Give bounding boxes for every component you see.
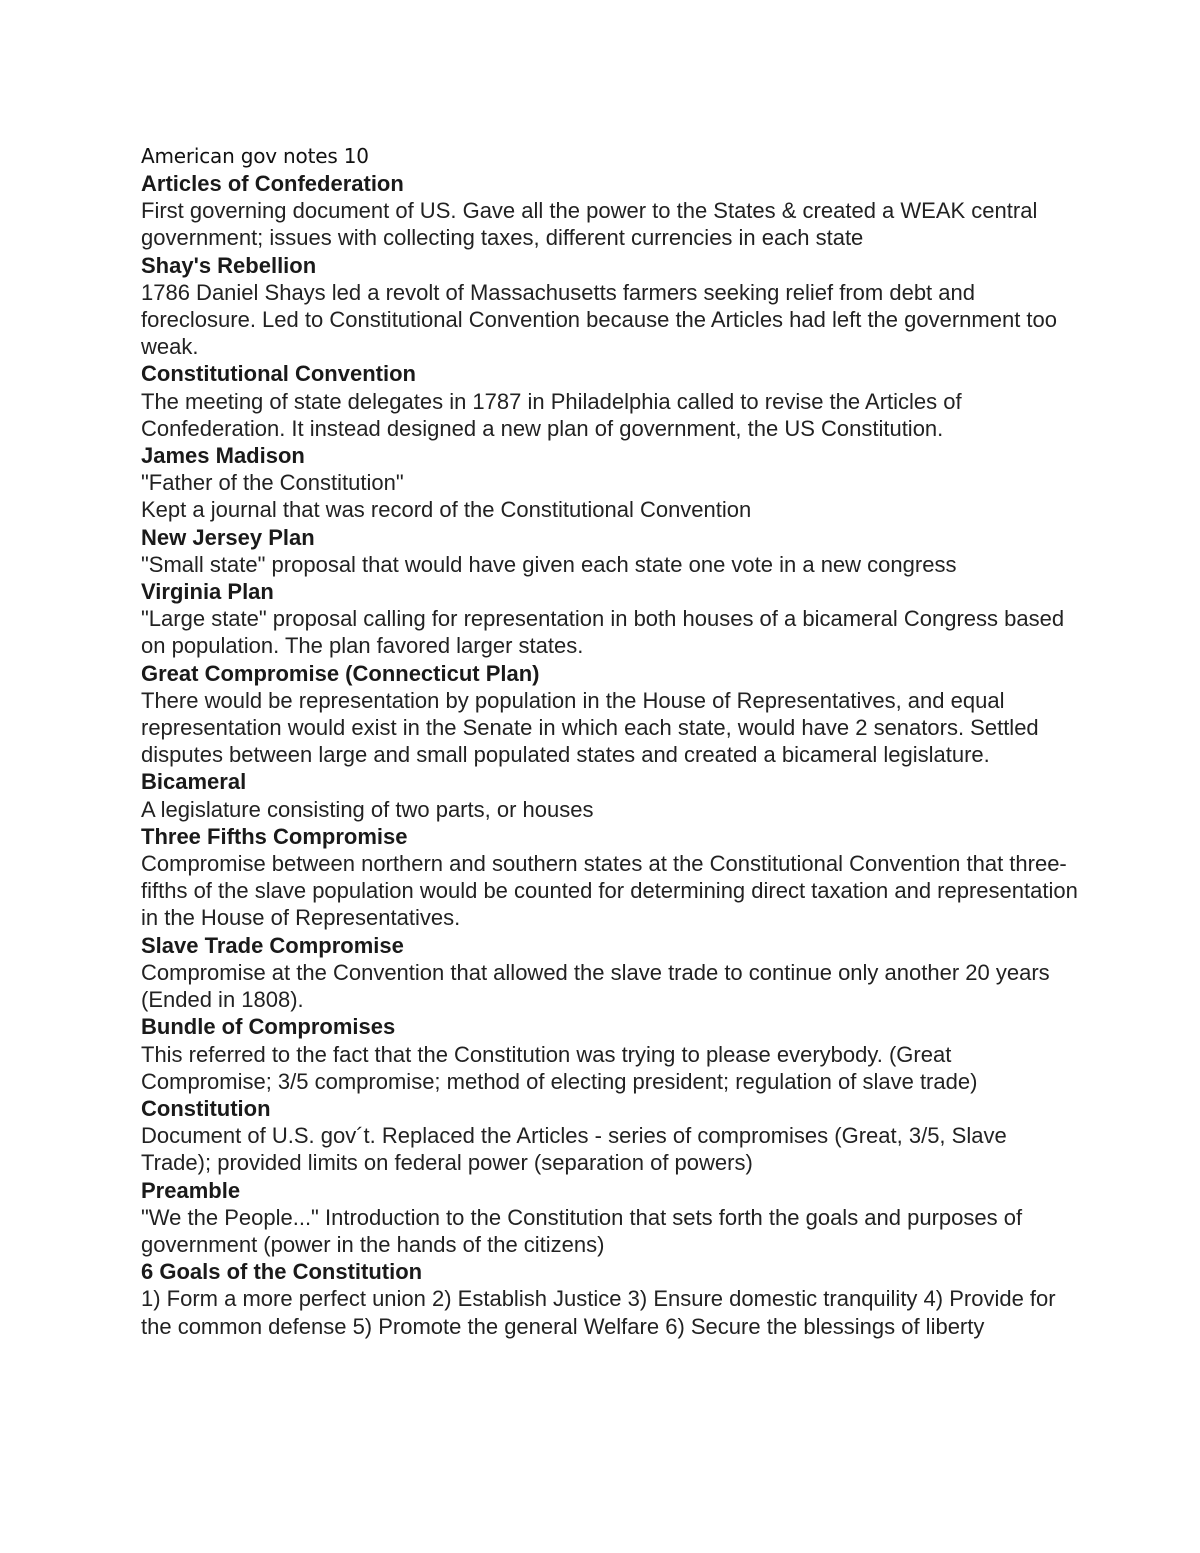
- note-definition: Compromise at the Convention that allowed the slave trade to continue only another 20 years (Ended in 1808).: [141, 959, 1050, 1013]
- note-term: Virginia Plan: [141, 579, 274, 605]
- note-definition: "Large state" proposal calling for representation in both houses of a bicameral Congress based on population. The plan favored larger states.: [141, 606, 1065, 659]
- note-definition: Kept a journal that was record of the Constitutional Convention: [141, 497, 752, 523]
- notes-list: [141, 170, 1081, 1340]
- note-definition: Compromise between northern and southern states at the Constitutional Convention that three-fifths of the slave population would be counted for determining direct taxation and representation in the House of Representatives.: [141, 851, 1078, 931]
- note-entry: [141, 170, 1081, 252]
- note-term: Articles of Confederation: [141, 171, 404, 196]
- note-entry: [141, 660, 1081, 769]
- note-definition: "Father of the Constitution": [141, 470, 404, 496]
- note-term: Three Fifths Compromise: [141, 823, 408, 849]
- note-definition: The meeting of state delegates in 1787 in Philadelphia called to revise the Articles of Confederation. It instead designed a new plan of government, the US Constitution.: [141, 388, 962, 441]
- note-entry: [141, 1177, 1081, 1259]
- note-entry: [141, 442, 1081, 524]
- note-entry: [141, 823, 1081, 932]
- note-entry: [141, 524, 1081, 578]
- note-definition: "We the People..." Introduction to the Constitution that sets forth the goals and purposes of government (power in the hands of the citizens): [141, 1204, 1023, 1257]
- document-page: [141, 143, 1081, 1340]
- note-term: Great Compromise (Connecticut Plan): [141, 660, 540, 686]
- note-entry: [141, 932, 1081, 1014]
- note-term: Bicameral: [141, 769, 247, 795]
- note-entry: [141, 252, 1081, 361]
- note-entry: [141, 768, 1081, 822]
- note-definition: There would be representation by population in the House of Representatives, and equal representation would exist in the Senate in which each state, would have 2 senators. Settled disputes between large and small populated states and created a bicameral legislature.: [141, 687, 1039, 768]
- note-term: Constitution: [141, 1095, 271, 1121]
- note-entry: [141, 360, 1081, 442]
- note-definition: 1786 Daniel Shays led a revolt of Massachusetts farmers seeking relief from debt and foreclosure. Led to Constitutional Convention because the Articles had left the government too weak.: [141, 279, 1058, 360]
- note-entry: [141, 1013, 1081, 1095]
- note-term: Slave Trade Compromise: [141, 932, 404, 958]
- document-title: American gov notes 10: [141, 144, 369, 168]
- note-entry: [141, 578, 1081, 660]
- note-term: New Jersey Plan: [141, 524, 315, 550]
- note-entry: [141, 1095, 1081, 1177]
- note-definition: 1) Form a more perfect union 2) Establish Justice 3) Ensure domestic tranquility 4) Provide for the common defense 5) Promote the general Welfare 6) Secure the blessings of liberty: [141, 1286, 1056, 1339]
- note-definition: A legislature consisting of two parts, or houses: [141, 796, 594, 822]
- note-definition: Document of U.S. gov´t. Replaced the Articles - series of compromises (Great, 3/5, Slave Trade); provided limits on federal power (separation of powers): [141, 1123, 1007, 1176]
- note-term: Preamble: [141, 1177, 241, 1203]
- note-definition: "Small state" proposal that would have given each state one vote in a new congress: [141, 551, 957, 577]
- note-term: James Madison: [141, 443, 305, 469]
- note-term: Bundle of Compromises: [141, 1014, 396, 1040]
- note-entry: [141, 1258, 1081, 1340]
- note-term: Shay's Rebellion: [141, 252, 317, 278]
- note-term: Constitutional Convention: [141, 361, 416, 387]
- note-definition: First governing document of US. Gave all the power to the States & created a WEAK central government; issues with collecting taxes, different currencies in each state: [141, 198, 1038, 251]
- note-term: 6 Goals of the Constitution: [141, 1259, 423, 1285]
- note-definition: This referred to the fact that the Constitution was trying to please everybody. (Great Compromise; 3/5 compromise; method of electing president; regulation of slave trade): [141, 1041, 978, 1094]
